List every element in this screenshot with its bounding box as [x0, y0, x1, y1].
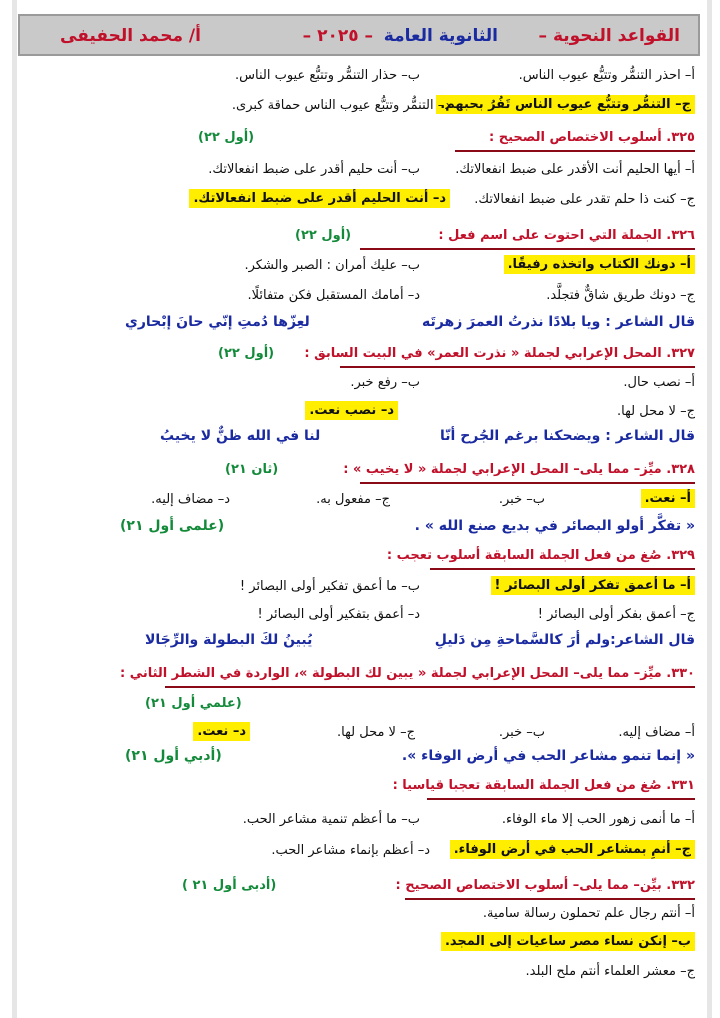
question-325-source: (أول ٢٢) — [198, 130, 255, 145]
question-326-option-d: د– أمامك المستقبل فكن متفائلًا. — [247, 288, 420, 303]
question-330-option-c: ج– لا محل لها. — [337, 725, 415, 740]
question-329-poem-first-half: قال الشاعر:ولم أرَ كالسَّماحةِ مِن دَليلِ — [434, 632, 695, 648]
question-332-title: ٣٣٢. بيِّن– مما يلى– أسلوب الاختصاص الصحيح : — [395, 878, 695, 893]
question-329-option-c: ج– أعمق بفكر أولى البصائر ! — [537, 607, 695, 622]
page-header — [18, 14, 700, 56]
question-328-title: ٣٢٨. ميِّز– مما يلى– المحل الإعرابي لجملة « لا يخيب » : — [343, 462, 695, 477]
page-border-left — [12, 0, 17, 1018]
question-331-option-c-answer: ج– أنمِ بمشاعر الحب في أرض الوفاء. — [450, 840, 695, 859]
question-330-quote-source: (أدبي أول ٢١) — [125, 748, 222, 764]
question-325-option-a: أ– أيها الحليم أنت الأقدر على ضبط انفعالاتك. — [455, 162, 695, 177]
question-328-source: (ثان ٢١) — [225, 462, 279, 477]
question-326-option-c: ج– دونك طريق شاقٌّ فتجلَّد. — [546, 288, 695, 303]
question-325-title: ٣٢٥. أسلوب الاختصاص الصحيح : — [489, 130, 695, 145]
page-border-right — [707, 0, 712, 1018]
question-331-option-a: أ– ما أنمى زهور الحب إلا ماء الوفاء. — [501, 812, 695, 827]
header-title: القواعد النحوية – — [538, 26, 680, 46]
question-327-option-b: ب– رفع خبر. — [350, 375, 420, 390]
question-330-title: ٣٣٠. ميِّز– مما يلى– المحل الإعرابي لجملة « يبين لك البطولة »، الواردة في الشطر الثاني : — [119, 666, 695, 681]
question-331-title: ٣٣١. صُغ من فعل الجملة السابقة تعجبا قياسيا : — [392, 778, 695, 793]
question-326-poem-second-half: لعِزّها دُمتِ إنّي حانَ إبْحاري — [125, 314, 310, 330]
question-328-option-a-answer: أ– نعت. — [641, 489, 695, 508]
intro-option-a: أ– احذر التنمُّر وتتبُّع عيوب الناس. — [518, 68, 695, 83]
question-326-underline — [360, 248, 695, 250]
question-325-underline — [455, 150, 695, 152]
intro-option-d: د– التنمُّر وتتبُّع عيوب الناس حماقة كبرى. — [231, 98, 450, 113]
question-326-poem-first-half: قال الشاعر : ويا بلادًا نذرتُ العمرَ زهرتَه — [422, 314, 695, 330]
question-331-option-d: د– أعظم بإنماء مشاعر الحب. — [271, 843, 430, 858]
question-331-underline — [427, 798, 695, 800]
question-329-option-b: ب– ما أعمق تفكير أولى البصائر ! — [239, 579, 420, 594]
question-330-option-d-answer: د– نعت. — [193, 722, 250, 741]
question-331-option-b: ب– ما أعظم تنمية مشاعر الحب. — [242, 812, 420, 827]
question-330-quote: « إنما تنمو مشاعر الحب في أرض الوفاء ». — [401, 748, 695, 764]
question-327-title: ٣٢٧. المحل الإعرابي لجملة « نذرت العمر» في البيت السابق : — [304, 346, 695, 361]
question-332-option-a: أ– أنتم رجال علم تحملون رسالة سامية. — [482, 906, 695, 921]
question-327-option-a: أ– نصب حال. — [623, 375, 695, 390]
question-329-option-a-answer: أ– ما أعمق تفكر أولى البصائر ! — [491, 576, 696, 595]
question-328-option-b: ب– خبر. — [498, 492, 545, 507]
question-328-quote-source: (علمى أول ٢١) — [120, 518, 225, 534]
question-328-option-c: ج– مفعول به. — [316, 492, 390, 507]
question-327-option-d-answer: د– نصب نعت. — [305, 401, 398, 420]
header-grade: الثانوية العامة — [383, 26, 498, 46]
intro-option-c-answer: ج– التنمُّر وتتبُّع عيوب الناس تَفُرُ بحبهم. — [436, 95, 695, 114]
question-325-option-c: ج– كنت ذا حلم تقدر على ضبط انفعالاتك. — [474, 192, 695, 207]
header-year: – ٢٠٢٥ – — [302, 26, 373, 46]
question-326-option-a-answer: أ– دونك الكتاب واتخذه رفيقًا. — [504, 255, 695, 274]
question-327-option-c: ج– لا محل لها. — [617, 404, 695, 419]
question-327-underline — [340, 366, 695, 368]
intro-option-b: ب– حذار التنمُّر وتتبُّع عيوب الناس. — [234, 68, 420, 83]
question-330-source: (علمي أول ٢١) — [145, 696, 242, 711]
question-332-option-b-answer: ب– إنكن نساء مصر ساعيات إلى المجد. — [441, 932, 695, 951]
question-329-poem-second-half: يُبينُ لكَ البطولة والرِّجَالا — [145, 632, 313, 648]
header-teacher: أ/ محمد الحفيفى — [60, 26, 201, 46]
question-332-option-c: ج– معشر العلماء أنتم ملح البلد. — [525, 964, 695, 979]
question-330-option-b: ب– خبر. — [498, 725, 545, 740]
question-327-poem-second-half: لنا في الله ظنٌّ لا يخيبُ — [160, 428, 321, 444]
question-327-source: (أول ٢٢) — [218, 346, 275, 361]
question-328-underline — [360, 482, 695, 484]
question-329-title: ٣٢٩. صُغ من فعل الجملة السابقة أسلوب تعجب : — [386, 548, 695, 563]
question-326-title: ٣٢٦. الجملة التي احتوت على اسم فعل : — [438, 228, 695, 243]
question-325-option-b: ب– أنت حليم أقدر على ضبط انفعالاتك. — [208, 162, 420, 177]
question-328-option-d: د– مضاف إليه. — [151, 492, 230, 507]
question-330-underline — [165, 686, 695, 688]
question-332-underline — [405, 898, 695, 900]
question-329-underline — [430, 568, 695, 570]
question-329-option-d: د– أعمق بتفكير أولى البصائر ! — [257, 607, 420, 622]
question-326-source: (أول ٢٢) — [295, 228, 352, 243]
question-327-poem-first-half: قال الشاعر : ويضحكنا برغم الجُرح أنّا — [440, 428, 695, 444]
question-332-source: ( أدبى أول ٢١) — [182, 878, 277, 893]
question-328-quote: « تفكَّر أولو البصائر في بديع صنع الله » . — [414, 518, 695, 534]
question-326-option-b: ب– عليك أمران : الصبر والشكر. — [244, 258, 420, 273]
question-330-option-a: أ– مضاف إليه. — [618, 725, 695, 740]
question-325-option-d-answer: د– أنت الحليم أقدر على ضبط انفعالاتك. — [189, 189, 450, 208]
